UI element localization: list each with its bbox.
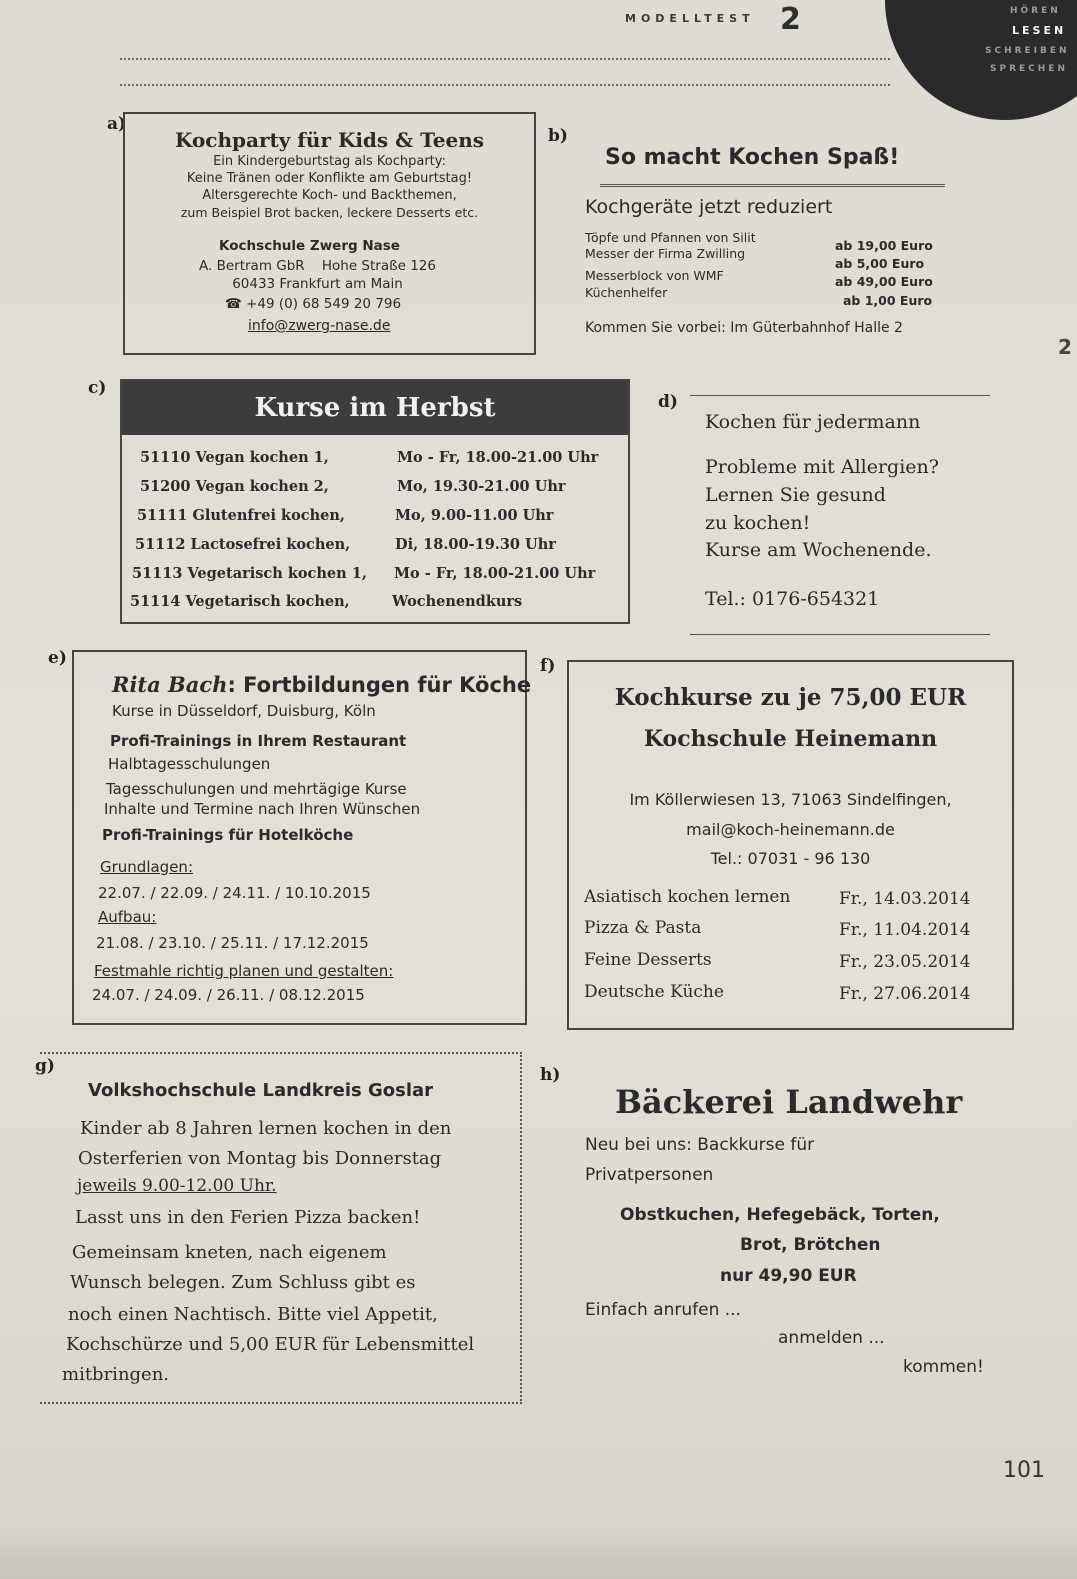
ad-e-heading-3: Festmahle richtig planen und gestalten: — [94, 962, 394, 980]
ad-e-dates-1: 22.07. / 22.09. / 24.11. / 10.10.2015 — [98, 884, 371, 902]
ad-b-subtitle: Kochgeräte jetzt reduziert — [585, 196, 833, 218]
ad-d-kochen-jedermann — [690, 395, 990, 635]
ad-f-course-4: Deutsche Küche — [584, 982, 724, 1002]
ad-g-line-5: Gemeinsam kneten, nach eigenem — [72, 1242, 387, 1263]
ad-c-course-2: 51200 Vegan kochen 2, — [140, 478, 329, 495]
page-edge-shadow — [0, 1525, 1077, 1579]
ad-c-title: Kurse im Herbst — [254, 393, 496, 423]
ad-f-kochschule-heinemann — [567, 660, 1014, 1030]
ad-b-price-2: ab 5,00 Euro — [835, 256, 925, 271]
ad-a-address-2: 60433 Frankfurt am Main — [232, 276, 403, 292]
ad-e-fortbildungen — [72, 650, 532, 1025]
ad-e-line-3: Inhalte und Termine nach Ihren Wünschen — [104, 800, 421, 818]
ad-b-item-2: Messer der Firma Zwilling — [585, 246, 746, 261]
label-c: c) — [88, 378, 107, 398]
ad-f-date-2: Fr., 11.04.2014 — [839, 920, 971, 940]
skill-schreiben: SCHREIBEN — [985, 46, 1070, 56]
label-g: g) — [35, 1056, 55, 1076]
ad-f-address: Im Köllerwiesen 13, 71063 Sindelfingen, — [629, 790, 952, 809]
ad-h-line-1: Neu bei uns: Backkurse für — [585, 1135, 815, 1155]
label-d: d) — [658, 392, 678, 412]
ad-g-line-4: Lasst uns in den Ferien Pizza backen! — [75, 1207, 421, 1228]
ad-h-line-3: Obstkuchen, Hefegebäck, Torten, — [620, 1205, 940, 1225]
ad-g-title: Volkshochschule Landkreis Goslar — [88, 1080, 434, 1101]
ad-e-profi-2: Profi-Trainings für Hotelköche — [102, 826, 354, 844]
ad-g-line-7: noch einen Nachtisch. Bitte viel Appetit, — [68, 1304, 438, 1325]
ad-f-school: Kochschule Heinemann — [643, 726, 938, 752]
ad-a-title: Kochparty für Kids & Teens — [175, 128, 484, 152]
ad-f-email[interactable]: mail@koch-heinemann.de — [686, 820, 895, 839]
skills-circle — [885, 0, 1077, 120]
ad-d-title: Kochen für jedermann — [705, 411, 921, 433]
ad-e-line-1: Halbtagesschulungen — [108, 755, 271, 773]
ad-h-line-2: Privatpersonen — [585, 1165, 714, 1185]
ad-g-line-2: Osterferien von Montag bis Donnerstag — [78, 1148, 442, 1169]
ad-a-address-1: A. Bertram GbR Hohe Straße 126 — [199, 258, 436, 274]
ad-h-line-4: Brot, Brötchen — [740, 1235, 881, 1255]
ad-d-line-1: Probleme mit Allergien? — [705, 456, 939, 478]
ad-f-course-1: Asiatisch kochen lernen — [584, 887, 791, 907]
ad-h-price: nur 49,90 EUR — [720, 1266, 857, 1286]
ad-a-line-4: zum Beispiel Brot backen, leckere Desserts etc. — [180, 205, 479, 220]
ad-c-time-4: Di, 18.00-19.30 Uhr — [395, 536, 556, 553]
ad-c-time-5: Mo - Fr, 18.00-21.00 Uhr — [394, 565, 596, 582]
ad-c-kurse-herbst — [120, 379, 630, 624]
ad-c-time-3: Mo, 9.00-11.00 Uhr — [395, 507, 554, 524]
ad-g-line-8: Kochschürze und 5,00 EUR für Lebensmittel — [66, 1334, 475, 1355]
ad-b-item-1: Töpfe und Pfannen von Silit — [585, 230, 756, 245]
ad-a-email[interactable]: info@zwerg-nase.de — [248, 318, 391, 334]
ad-b-item-3: Messerblock von WMF — [585, 268, 724, 283]
ad-g-volkshochschule — [40, 1052, 522, 1404]
ad-b-kochgeraete — [560, 130, 980, 350]
ad-a-school: Kochschule Zwerg Nase — [219, 238, 400, 254]
ad-h-cta-2: anmelden ... — [778, 1328, 885, 1348]
ad-c-course-3: 51111 Glutenfrei kochen, — [137, 507, 345, 524]
ad-c-course-5: 51113 Vegetarisch kochen 1, — [132, 565, 367, 582]
label-e: e) — [48, 648, 67, 668]
ad-b-item-4: Küchenhelfer — [585, 285, 668, 300]
phone-icon: ☎ — [225, 296, 242, 312]
ad-b-price-1: ab 19,00 Euro — [835, 238, 933, 253]
ad-g-line-6: Wunsch belegen. Zum Schluss gibt es — [70, 1272, 416, 1293]
ad-h-cta-1: Einfach anrufen ... — [585, 1300, 741, 1320]
ad-a-phone-row — [225, 296, 401, 312]
ad-e-cities: Kurse in Düsseldorf, Duisburg, Köln — [112, 702, 376, 720]
ad-g-line-1: Kinder ab 8 Jahren lernen kochen in den — [80, 1118, 452, 1139]
ad-d-phone: Tel.: 0176-654321 — [705, 588, 880, 610]
ad-b-footer: Kommen Sie vorbei: Im Güterbahnhof Halle 2 — [585, 320, 903, 336]
ad-f-date-3: Fr., 23.05.2014 — [839, 952, 971, 972]
margin-mark: 2 — [1058, 335, 1072, 359]
ad-f-phone: Tel.: 07031 - 96 130 — [710, 849, 871, 868]
ad-c-time-2: Mo, 19.30-21.00 Uhr — [397, 478, 566, 495]
ad-g-line-9: mitbringen. — [62, 1364, 170, 1385]
ad-a-line-1: Ein Kindergeburtstag als Kochparty: — [213, 154, 446, 169]
label-h: h) — [540, 1065, 561, 1085]
ad-e-line-2: Tagesschulungen und mehrtägige Kurse — [106, 780, 407, 798]
skill-lesen: LESEN — [1012, 24, 1067, 37]
skill-hoeren: HÖREN — [1010, 6, 1061, 16]
ad-c-course-4: 51112 Lactosefrei kochen, — [135, 536, 351, 553]
ad-d-line-2: Lernen Sie gesund — [705, 484, 886, 506]
ad-c-time-6: Wochenendkurs — [392, 593, 523, 610]
ad-e-dates-2: 21.08. / 23.10. / 25.11. / 17.12.2015 — [96, 934, 369, 952]
ad-b-title: So macht Kochen Spaß! — [605, 145, 900, 170]
ad-f-title: Kochkurse zu je 75,00 EUR — [614, 684, 967, 711]
test-title: MODELLTEST — [625, 12, 755, 25]
header-divider-2 — [120, 84, 890, 86]
ad-e-title: : Fortbildungen für Köche — [227, 673, 532, 697]
ad-e-dates-3: 24.07. / 24.09. / 26.11. / 08.12.2015 — [92, 986, 365, 1004]
ad-d-line-3: zu kochen! — [705, 512, 811, 534]
ad-b-price-4: ab 1,00 Euro — [843, 293, 933, 308]
ad-a-phone: +49 (0) 68 549 20 796 — [246, 296, 402, 312]
ad-a-line-3: Altersgerechte Koch- und Backthemen, — [202, 188, 457, 203]
label-a: a) — [107, 114, 127, 134]
ad-c-time-1: Mo - Fr, 18.00-21.00 Uhr — [397, 449, 599, 466]
label-f: f) — [540, 656, 556, 676]
ad-a-kochparty — [123, 112, 536, 355]
page-number: 101 — [1003, 1458, 1045, 1483]
ad-f-date-4: Fr., 27.06.2014 — [839, 984, 971, 1004]
ad-f-date-1: Fr., 14.03.2014 — [839, 889, 971, 909]
ad-b-divider — [600, 184, 945, 187]
ad-e-profi-1: Profi-Trainings in Ihrem Restaurant — [110, 732, 407, 750]
header-divider — [120, 58, 890, 60]
ad-h-baeckerei — [560, 1075, 1010, 1405]
ad-d-line-4: Kurse am Wochenende. — [705, 539, 932, 561]
ad-c-course-1: 51110 Vegan kochen 1, — [140, 449, 329, 466]
ad-c-course-6: 51114 Vegetarisch kochen, — [130, 593, 350, 610]
ad-h-cta-3: kommen! — [903, 1357, 984, 1377]
ad-g-line-3: jeweils 9.00-12.00 Uhr. — [77, 1176, 277, 1196]
ad-e-heading-2: Aufbau: — [98, 908, 157, 926]
ad-e-title-row — [112, 672, 531, 697]
label-b: b) — [548, 126, 568, 146]
skill-sprechen: SPRECHEN — [990, 64, 1068, 74]
ad-a-line-2: Keine Tränen oder Konflikte am Geburtstag! — [186, 171, 473, 186]
ad-h-title: Bäckerei Landwehr — [615, 1083, 963, 1121]
ad-f-course-2: Pizza & Pasta — [584, 918, 702, 938]
ad-e-brand: Rita Bach — [112, 672, 228, 697]
test-number: 2 — [780, 2, 801, 37]
ad-b-price-3: ab 49,00 Euro — [835, 274, 933, 289]
ad-e-heading-1: Grundlagen: — [100, 858, 193, 876]
ad-f-course-3: Feine Desserts — [584, 950, 712, 970]
